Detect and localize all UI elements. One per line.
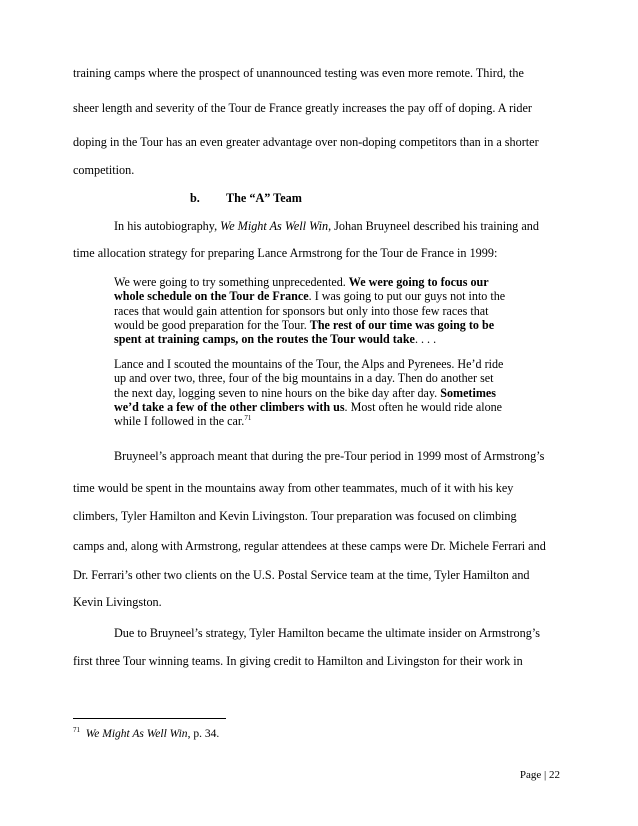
quote-line: would be good preparation for the Tour. The rest of our time was going to be — [114, 317, 495, 332]
block-quote — [114, 357, 503, 428]
quote-line: the next day, logging seven to nine hours on the bike day after day. Sometimes — [114, 385, 496, 400]
body-line: competition. — [73, 163, 135, 177]
body-line: Kevin Livingston. — [73, 595, 162, 609]
section-letter: b. — [190, 191, 200, 205]
body-line: Dr. Ferrari’s other two clients on the U.S. Postal Service team at the time, Tyler Hamilton and — [73, 568, 530, 582]
quote-line: Lance and I scouted the mountains of the Tour, the Alps and Pyrenees. He’d ride — [114, 357, 504, 371]
footnote: $^{71}$ We Might As Well Win, p. 34. — [73, 726, 220, 740]
quote-line: we’d take a few of the other climbers with us. Most often he would ride alone — [114, 399, 503, 414]
body-line: Due to Bruyneel’s strategy, Tyler Hamilton became the ultimate insider on Armstrong’s — [114, 626, 540, 640]
body-line: Bruyneel’s approach meant that during the pre-Tour period in 1999 most of Armstrong’s — [114, 449, 545, 463]
quote-line: We were going to try something unprecedented. We were going to focus our — [114, 275, 489, 289]
quote-line: whole schedule on the Tour de France. I was going to put our guys not into the — [114, 289, 506, 304]
quote-line: up and over two, three, four of the big mountains in a day. Then do another set — [114, 371, 494, 386]
body-line: time would be spent in the mountains away from other teammates, much of it with his key — [73, 481, 514, 495]
book-title: We Might As Well Win — [220, 219, 329, 233]
quote-line: spent at training camps, on the routes the Tour would take. . . . — [114, 332, 437, 347]
body-line: time allocation strategy for preparing Lance Armstrong for the Tour de France in 1999: — [73, 246, 498, 260]
body-line: camps and, along with Armstrong, regular attendees at these camps were Dr. Michele Ferrari and — [73, 539, 546, 553]
body-line: In his autobiography, We Might As Well Win, Johan Bruyneel described his training and — [114, 219, 539, 233]
section-heading: The “A” Team — [226, 191, 302, 205]
quote-line: races that would gain attention for sponsors but only into those few races that — [114, 303, 489, 318]
body-line: doping in the Tour has an even greater advantage over non-doping competitors than in a shorter — [73, 135, 539, 149]
footnote-number: 71 — [73, 726, 80, 735]
footnote-title: We Might As Well Win — [85, 728, 188, 740]
body-line: sheer length and severity of the Tour de France greatly increases the pay off of doping. A rider — [73, 101, 532, 115]
page-number: Page | 22 — [519, 769, 560, 781]
block-quote — [114, 275, 505, 346]
footnote-ref: 71 — [244, 414, 252, 423]
body-line: climbers, Tyler Hamilton and Kevin Livingston. Tour preparation was focused on climbing — [73, 509, 517, 523]
body-line: training camps where the prospect of unannounced testing was even more remote. Third, the — [73, 66, 524, 80]
quote-line: while I followed in the car.$^{71}$ — [114, 414, 252, 429]
footnote-separator — [73, 718, 226, 719]
body-line: first three Tour winning teams. In giving credit to Hamilton and Livingston for their work in — [73, 654, 523, 668]
